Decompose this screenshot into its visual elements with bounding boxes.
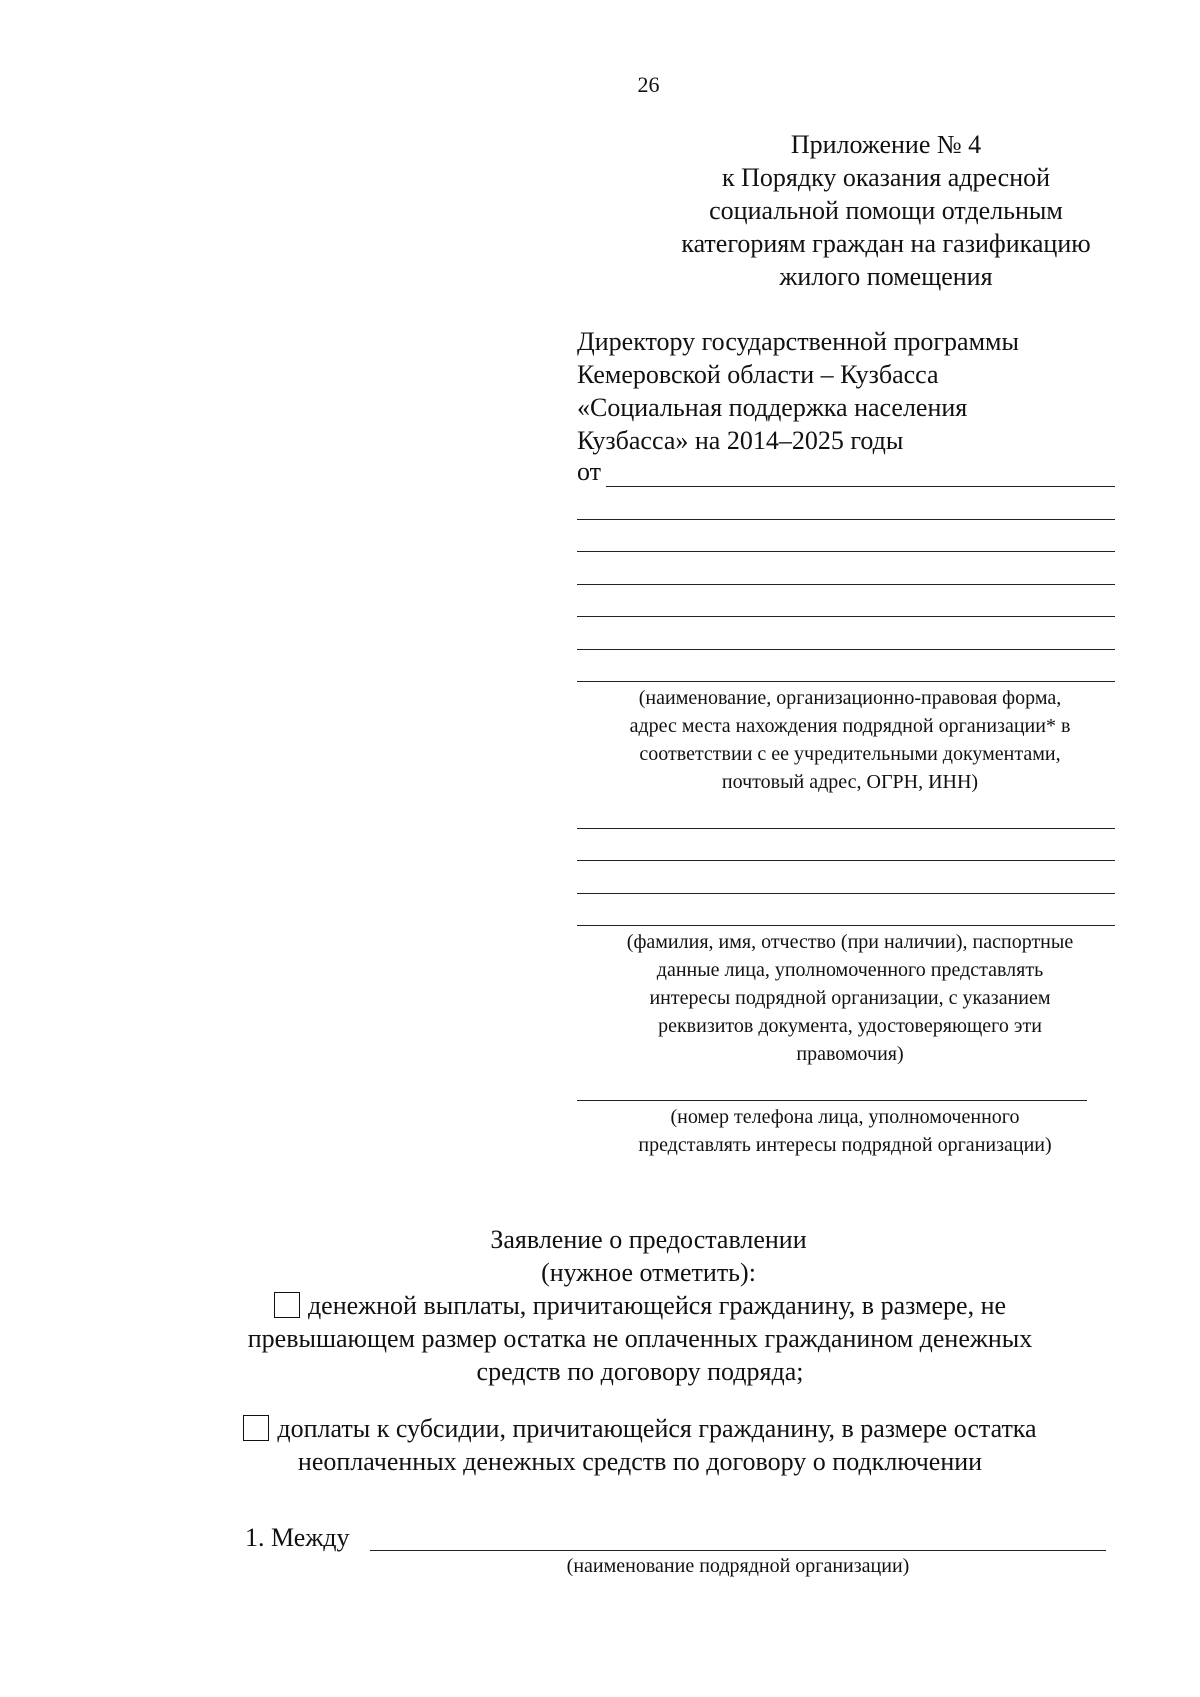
contractor-name-fill-line[interactable]: [370, 1550, 1106, 1551]
fill-line[interactable]: [577, 925, 1115, 926]
from-label: от: [577, 457, 602, 486]
option-cash-payment-checkbox[interactable]: [274, 1292, 300, 1318]
caption-line: представлять интересы подрядной организации): [638, 1134, 1052, 1156]
option-text: превышающем размер остатка не оплаченных гражданином денежных: [247, 1324, 1033, 1353]
contractor-name-caption: (наименование подрядной организации): [566, 1555, 910, 1577]
clause-1-label: 1. Между: [245, 1523, 350, 1552]
caption-line: (фамилия, имя, отчество (при наличии), паспортные: [626, 931, 1074, 953]
recipient-line: Директору государственной программы: [577, 327, 1019, 356]
person-caption: [570, 928, 1130, 1068]
fill-line[interactable]: [577, 893, 1115, 894]
appendix-line: Приложение № 4: [790, 130, 982, 159]
org-caption: [570, 684, 1130, 796]
phone-caption: [560, 1103, 1130, 1159]
fill-line[interactable]: [577, 860, 1115, 861]
appendix-line: категориям граждан на газификацию: [681, 229, 1091, 258]
page-number: 26: [637, 72, 660, 97]
recipient-block: [577, 325, 1117, 457]
statement-title: Заявление о предоставлении: [490, 1225, 807, 1254]
appendix-line: социальной помощи отдельным: [709, 196, 1063, 225]
fill-line[interactable]: [577, 616, 1115, 617]
caption-line: адрес места нахождения подрядной организации* в: [629, 715, 1071, 737]
fill-line[interactable]: [577, 649, 1115, 650]
caption-line: соответствии с ее учредительными документами,: [639, 743, 1061, 765]
option-text: денежной выплаты, причитающейся гражданину, в размере, не: [307, 1291, 1007, 1320]
caption-line: правомочия): [796, 1043, 904, 1065]
phone-fill-line[interactable]: [577, 1100, 1087, 1101]
caption-line: реквизитов документа, удостоверяющего эти: [658, 1015, 1042, 1037]
recipient-line: Кемеровской области – Кузбасса: [577, 360, 939, 389]
option-text: неоплаченных денежных средств по договору о подключении: [297, 1447, 983, 1476]
fill-line[interactable]: [577, 519, 1115, 520]
option-subsidy-surcharge-checkbox[interactable]: [243, 1415, 269, 1441]
option-cash-payment: [190, 1289, 1090, 1388]
recipient-line: «Социальная поддержка населения: [577, 393, 968, 422]
statement-subtitle: (нужное отметить):: [541, 1258, 756, 1287]
fill-line[interactable]: [577, 828, 1115, 829]
option-text: доплаты к субсидии, причитающейся гражданину, в размере остатка: [277, 1414, 1037, 1443]
fill-line[interactable]: [577, 584, 1115, 585]
appendix-line: к Порядку оказания адресной: [721, 163, 1051, 192]
appendix-header: [600, 128, 1172, 293]
fill-line[interactable]: [577, 681, 1115, 682]
caption-line: (номер телефона лица, уполномоченного: [670, 1106, 1020, 1128]
option-text: средств по договору подряда;: [476, 1357, 804, 1386]
fill-line[interactable]: [577, 551, 1115, 552]
recipient-line: Кузбасса» на 2014–2025 годы: [577, 426, 904, 455]
option-subsidy-surcharge: [190, 1412, 1090, 1478]
from-fill-line[interactable]: [606, 486, 1115, 487]
caption-line: (наименование, организационно-правовая форма,: [638, 687, 1062, 709]
appendix-line: жилого помещения: [779, 262, 993, 291]
caption-line: почтовый адрес, ОГРН, ИНН): [721, 771, 979, 793]
caption-line: интересы подрядной организации, с указанием: [649, 987, 1051, 1009]
caption-line: данные лица, уполномоченного представлять: [656, 959, 1044, 981]
